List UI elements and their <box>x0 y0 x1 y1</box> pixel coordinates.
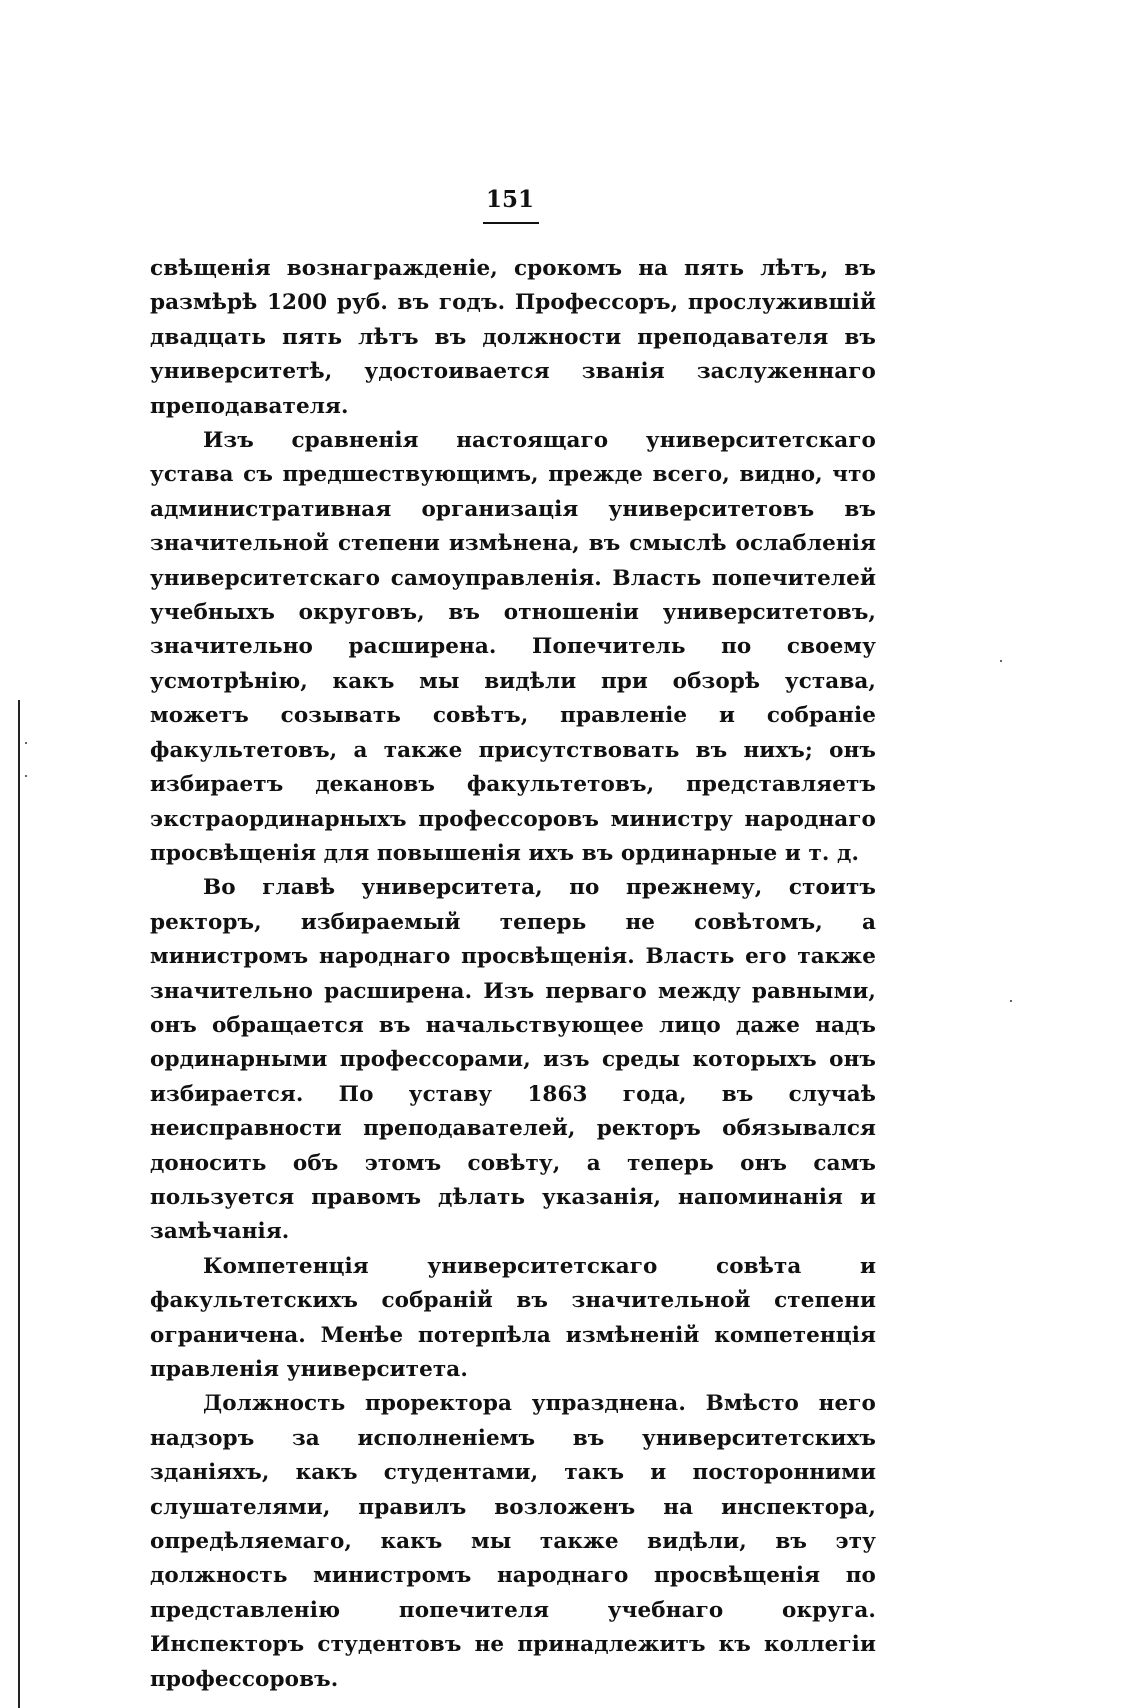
scan-speck <box>25 775 27 777</box>
paragraph-5: Должность проректора упразднена. Вмѣсто него надзоръ за исполненіемъ въ университетскихъ зданіяхъ, какъ студентами, такъ и посторонними слушателями, правилъ возложенъ на инспектора, опредѣляемаго, какъ мы также видѣли, въ эту должность министромъ народнаго просвѣщенія по представленію попечителя учебнаго округа. Инспекторъ студентовъ не принадлежитъ къ коллегіи профессоровъ. <box>150 1391 876 1692</box>
paragraph-4: Компетенція университетскаго совѣта и факультетскихъ собраній въ значительной степени ограничена. Менѣе потерпѣла измѣненій компетенція правленія университета. <box>150 1253 876 1382</box>
page-binding-edge <box>18 700 20 1708</box>
paragraph-3: Во главѣ университета, по прежнему, стоитъ ректоръ, избираемый теперь не совѣтомъ, а министромъ народнаго просвѣщенія. Власть его также значительно расширена. Изъ перваго между равными, онъ обращается въ начальствующее лицо даже надъ ординарными профессорами, изъ среды которыхъ онъ избирается. По уставу 1863 года, въ случаѣ неисправности преподавателей, ректоръ обязывался доносить объ этомъ совѣту, а теперь онъ самъ пользуется правомъ дѣлать указанія, напоминанія и замѣчанія. <box>150 875 876 1245</box>
scan-speck <box>25 742 27 744</box>
page-number-rule <box>483 222 539 224</box>
paragraph-1: свѣщенія вознагражденіе, срокомъ на пять лѣтъ, въ размѣрѣ 1200 руб. въ годъ. Профессоръ, прослужившій двадцать пять лѣтъ въ должности преподавателя въ университетѣ, удостоивается званія заслуженнаго преподавателя. <box>150 256 876 419</box>
scan-speck <box>1000 660 1002 662</box>
body-text <box>150 252 876 1697</box>
scan-speck <box>1010 1000 1012 1002</box>
page-number: 151 <box>485 186 534 213</box>
paragraph-2: Изъ сравненія настоящаго университетскаго устава съ предшествующимъ, прежде всего, видно, что административная организація университетовъ въ значительной степени измѣнена, въ смыслѣ ослабленія университетскаго самоуправленія. Власть попечителей учебныхъ округовъ, въ отношеніи университетовъ, значительно расширена. Попечитель по своему усмотрѣнію, какъ мы видѣли при обзорѣ устава, можетъ созывать совѣтъ, правленіе и собраніе факультетовъ, а также присутствовать въ нихъ; онъ избираетъ декановъ факультетовъ, представляетъ экстраординарныхъ профессоровъ министру народнаго просвѣщенія для повышенія ихъ въ ординарные и т. д. <box>150 428 876 866</box>
